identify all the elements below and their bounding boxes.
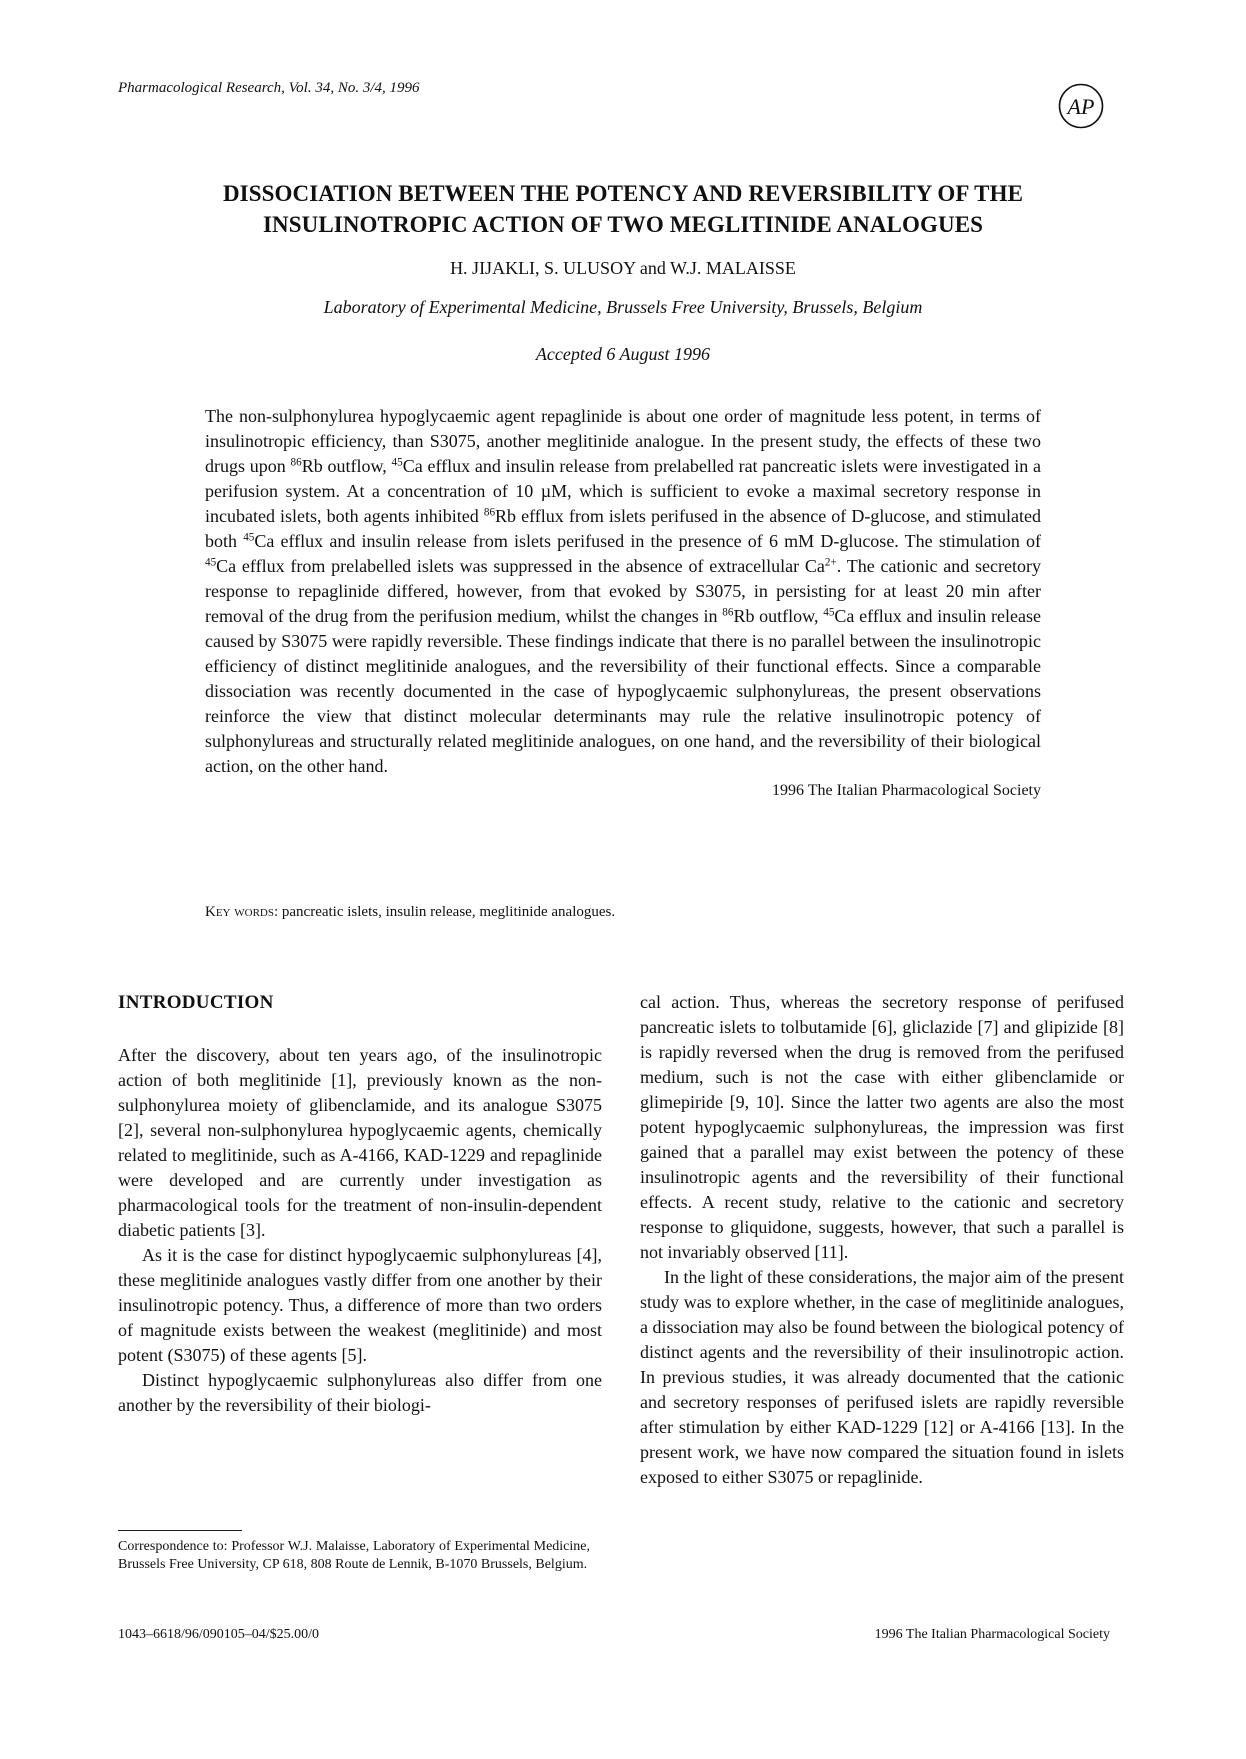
section-heading-introduction: INTRODUCTION [118,992,274,1013]
accepted-date: Accepted 6 August 1996 [535,344,711,364]
abstract-text: The non-sulphonylurea hypoglycaemic agent repaglinide is about one order of magnitude less potent, in terms of insulinotropic efficiency, than S3075, another meglitinide analogue. In the present study, the effects of these two drugs upon $^{86}$Rb outflow, $^{45}$Ca efflux and insulin release from prelabelled rat pancreatic islets were investigated in a perifusion system. At a concentration of 10 µM, which is sufficient to evoke a maximal secretory response in incubated islets, both agents inhibited $^{86}$Rb efflux from islets perifused in the absence of D-glucose, and stimulated both $^{45}$Ca efflux and insulin release from islets perifused in the presence of 6 mM D-glucose. The stimulation of $^{45}$Ca efflux from prelabelled islets was suppressed in the absence of extracellular $Ca^{2+}$. The cationic and secretory response to repaglinide differed, however, from that evoked by S3075, in persisting for at least 20 min after removal of the drug from the perifusion medium, whilst the changes in $^{86}$Rb outflow, $^{45}$Ca efflux and insulin release caused by S3075 were rapidly reversible. These findings indicate that there is no parallel between the insulinotropic efficiency of distinct meglitinide analogues, and the reversibility of their functional effects. Since a comparable dissociation was recently documented in the case of hypoglycaemic sulphonylureas, the present observations reinforce the view that distinct molecular determinants may rule the relative insulinotropic potency of sulphonylureas and structurally related meglitinide analogues, on one hand, and the reversibility of their biological action, on the other hand. [205,406,1041,776]
footer-copyright: 1996 The Italian Pharmacological Society [874,1627,1110,1642]
intro-paragraph-4: In the light of these considerations, the major aim of the present study was to explore whether, in the case of meglitinide analogues, a dissociation may also be found between the biological potency of distinct agents and the reversibility of their insulinotropic action. In previous studies, it was already documented that the cationic and secretory responses of perifused islets are rapidly reversible after stimulation by either KAD-1229 [12] or A-4166 [13]. In the present work, we have now compared the situation found in islets exposed to either S3075 or repaglinide. [640,1267,1124,1487]
correspondence-footnote: Correspondence to: Professor W.J. Malaisse, Laboratory of Experimental Medicine, Brussels Free University, CP 618, 808 Route de Lennik, B-1070 Brussels, Belgium. [118,1539,590,1572]
intro-paragraph-3-continued: cal action. Thus, whereas the secretory response of perifused pancreatic islets to tolbutamide [6], gliclazide [7] and glipizide [8] is rapidly reversed when the drug is removed from the perifused medium, such is not the case with either glibenclamide or glimepiride [9, 10]. Since the latter two agents are also the most potent hypoglycaemic sulphonylureas, the impression was first gained that a parallel may exist between the potency of these insulinotropic agents and the reversibility of their functional effects. A recent study, relative to the cationic and secretory response to gliquidone, suggests, however, that such a parallel is not invariably observed [11]. [640,992,1124,1262]
column-right [640,990,1124,1490]
article-title [120,178,1126,240]
logo-text: AP [1067,94,1095,119]
title-line-2: INSULINOTROPIC ACTION OF TWO MEGLITINIDE ANALOGUES [262,212,984,237]
title-line-1: DISSOCIATION BETWEEN THE POTENCY AND REVERSIBILITY OF THE [222,181,1024,206]
footer-issn: 1043–6618/96/090105–04/$25.00/0 [118,1627,320,1642]
affiliation: Laboratory of Experimental Medicine, Brussels Free University, Brussels, Belgium [323,297,923,317]
intro-paragraph-1: After the discovery, about ten years ago, of the insulinotropic action of both meglitinide [1], previously known as the non-sulphonylurea moiety of glibenclamide, and its analogue S3075 [2], several non-sulphonylurea hypoglycaemic agents, chemically related to meglitinide, such as A-4166, KAD-1229 and repaglinide were developed and are currently under investigation as pharmacological tools for the treatment of non-insulin-dependent diabetic patients [3]. [118,1045,602,1240]
column-left [118,990,602,1418]
intro-paragraph-3: Distinct hypoglycaemic sulphonylureas also differ from one another by the reversibility of their biologi- [118,1370,602,1415]
abstract-copyright: 1996 The Italian Pharmacological Society [772,782,1041,799]
author-list: H. JIJAKLI, S. ULUSOY and W.J. MALAISSE [450,258,796,278]
keywords-label: Key words: [205,904,279,920]
keywords [205,904,615,921]
intro-paragraph-2: As it is the case for distinct hypoglycaemic sulphonylureas [4], these meglitinide analogues vastly differ from one another by their insulinotropic potency. Thus, a difference of more than two orders of magnitude exists between the weakest (meglitinide) and most potent (S3075) of these agents [5]. [118,1245,602,1365]
abstract [205,404,1041,803]
keywords-text: pancreatic islets, insulin release, meglitinide analogues. [278,904,616,920]
footnote-divider [118,1530,242,1531]
journal-citation: Pharmacological Research, Vol. 34, No. 3/4, 1996 [118,80,420,96]
publisher-logo-icon [1057,82,1105,130]
